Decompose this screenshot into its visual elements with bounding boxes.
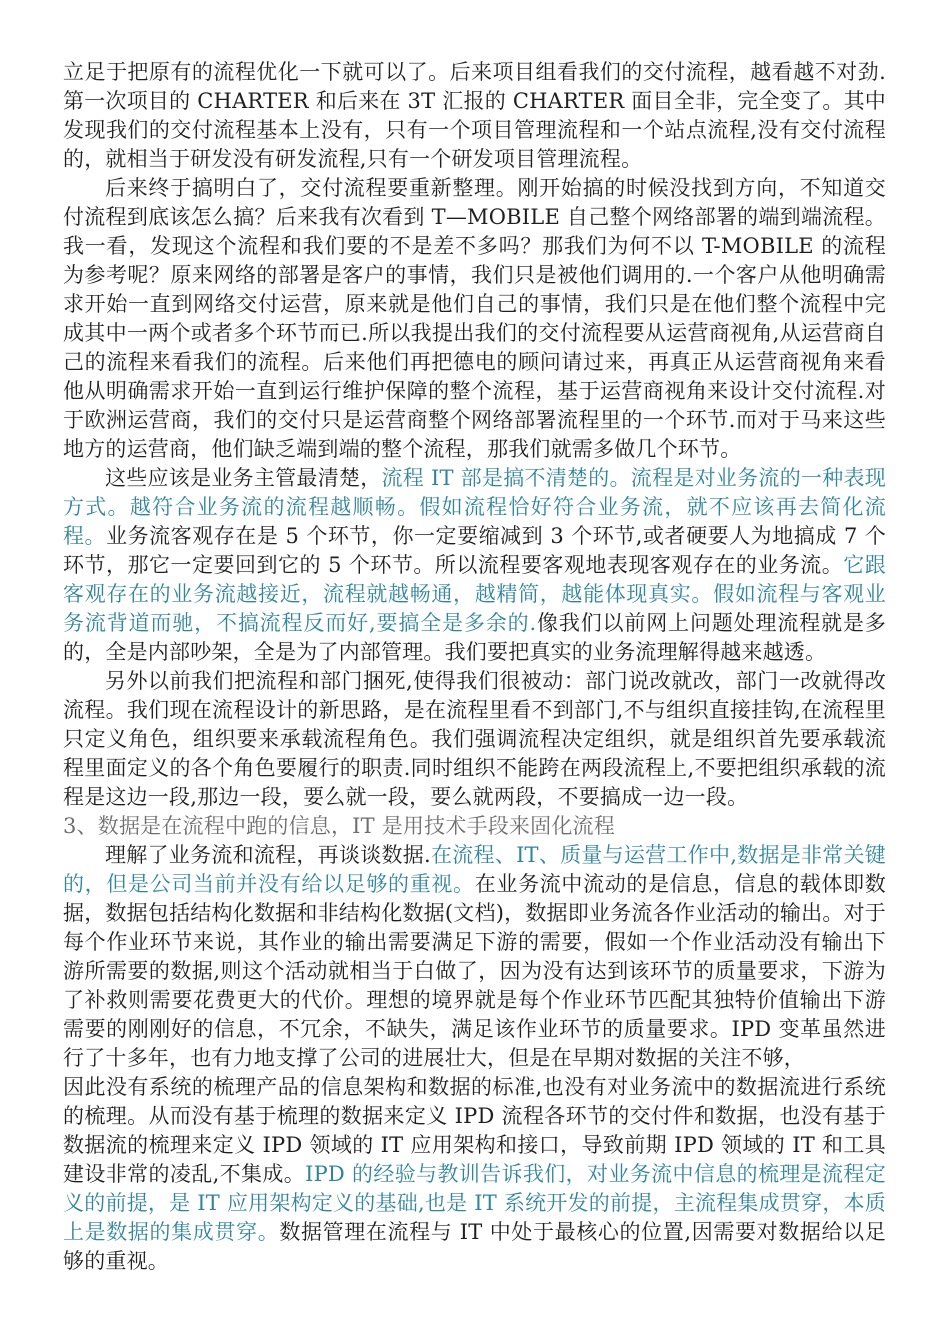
- paragraph-data-in-process-segment-2: 在业务流中流动的是信息，信息的载体即数据，数据包括结构化数据和非结构化数据(文档)，数据即业务流各作业活动的输出。对于每个作业环节来说，其作业的输出需要满足下游的需要，假如一个作业活动没有输出下游所需要的数据,则这个活动就相当于白做了，因为没有达到该环节的质量要求，下游为了补救则需要花费更大的代价。理想的境界就是每个作业环节匹配其独特价值输出下游需要的刚刚好的信息，不冗余，不缺失，满足该作业环节的质量要求。IPD 变革虽然进行了十多年，也有力地支撑了公司的进展壮大，但是在早期对数据的关注不够，: [63, 872, 886, 1070]
- paragraph-process-organization: [63, 667, 886, 812]
- paragraph-ipd-lessons-segment-0: 因此没有系统的梳理产品的信息架构和数据的标准,也没有对业务流中的数据流进行系统的梳理。从而没有基于梳理的数据来定义 IPD 流程各环节的交付件和数据，也没有基于数据流的梳理来定义 IPD 领域的 IT 应用架构和接口，导致前期 IPD 领域的 IT 和工具建设非常的凌乱,不集成。: [63, 1075, 886, 1186]
- paragraph-business-flow-segment-2: 业务流客观存在是 5 个环节，你一定要缩减到 3 个环节,或者硬要人为地搞成 7 个环节，那它一定要回到它的 5 个环节。所以流程要客观地表现客观存在的业务流。: [63, 524, 886, 577]
- paragraph-data-in-process-segment-0: 理解了业务流和流程，再谈谈数据.: [105, 843, 431, 867]
- paragraph-business-flow-segment-0: 这些应该是业务主管最清楚，: [105, 466, 382, 490]
- paragraph-business-flow: [63, 464, 886, 667]
- paragraph-tmobile-reference-segment-0: 后来终于搞明白了，交付流程要重新整理。刚开始搞的时候没找到方向，不知道交付流程到底该怎么搞？后来我有次看到 T—MOBILE 自己整个网络部署的端到端流程。我一看，发现这个流程和我们要的不是差不多吗？那我们为何不以 T-MOBILE 的流程为参考呢？原来网络的部署是客户的事情，我们只是被他们调用的.一个客户从他明确需求开始一直到网络交付运营，原来就是他们自己的事情，我们只是在他们整个流程中完成其中一两个或者多个环节而已.所以我提出我们的交付流程要从运营商视角,从运营商自己的流程来看我们的流程。后来他们再把德电的顾问请过来，再真正从运营商视角来看他从明确需求开始一直到运行维护保障的整个流程，基于运营商视角来设计交付流程.对于欧洲运营商，我们的交付只是运营商整个网络部署流程里的一个环节.而对于马来这些地方的运营商，他们缺乏端到端的整个流程，那我们就需多做几个环节。: [63, 176, 886, 461]
- paragraph-business-flow-segment-1: 流程 IT 部是搞不清楚的。流程是对业务流的一种表现方式。越符合业务流的流程越顺畅。假如流程恰好符合业务流，就不应该再去简化流程。: [63, 466, 886, 548]
- paragraph-data-in-process-segment-1: 在流程、IT、质量与运营工作中,数据是非常关键的，但是公司当前并没有给以足够的重视。: [63, 843, 887, 896]
- paragraph-business-flow-segment-3: 它跟客观存在的业务流越接近，流程就越畅通，越精简，越能体现真实。假如流程与客观业务流背道而驰，不搞流程反而好,要搞全是多余的.: [63, 553, 886, 635]
- paragraph-business-flow-segment-4: 像我们以前网上问题处理流程就是多的，全是内部吵架，全是为了内部管理。我们要把真实的业务流理解得越来越透。: [63, 611, 887, 664]
- paragraph-ipd-lessons-segment-2: 数据管理在流程与 IT 中处于最核心的位置,因需要对数据给以足够的重视。: [63, 1220, 887, 1273]
- paragraph-tmobile-reference: [63, 174, 886, 464]
- paragraph-process-organization-segment-0: 另外以前我们把流程和部门捆死,使得我们很被动：部门说改就改，部门一改就得改流程。我们现在流程设计的新思路，是在流程里看不到部门,不与组织直接挂钩,在流程里只定义角色，组织要来承载流程角色。我们强调流程决定组织，就是组织首先要承载流程里面定义的各个角色要履行的职责.同时组织不能跨在两段流程上,不要把组织承载的流程是这边一段,那边一段，要么就一段，要么就两段，不要搞成一边一段。: [63, 669, 886, 809]
- section-heading-3: [63, 812, 886, 841]
- document-body: [63, 58, 886, 1276]
- paragraph-data-in-process: [63, 841, 886, 1073]
- paragraph-ipd-lessons: [63, 1073, 886, 1276]
- paragraph-ipd-lessons-segment-1: IPD 的经验与教训告诉我们，对业务流中信息的梳理是流程定义的前提，是 IT 应用架构定义的基础,也是 IT 系统开发的前提，主流程集成贯穿，本质上是数据的集成贯穿。: [63, 1162, 886, 1244]
- paragraph-continuation: [63, 58, 886, 174]
- paragraph-continuation-segment-0: 立足于把原有的流程优化一下就可以了。后来项目组看我们的交付流程，越看越不对劲.第一次项目的 CHARTER 和后来在 3T 汇报的 CHARTER 面目全非，完全变了。其中发现我们的交付流程基本上没有，只有一个项目管理流程和一个站点流程,没有交付流程的，就相当于研发没有研发流程,只有一个研发项目管理流程。: [63, 60, 886, 171]
- section-heading-3-segment-0: 3、数据是在流程中跑的信息，IT 是用技术手段来固化流程: [63, 814, 615, 838]
